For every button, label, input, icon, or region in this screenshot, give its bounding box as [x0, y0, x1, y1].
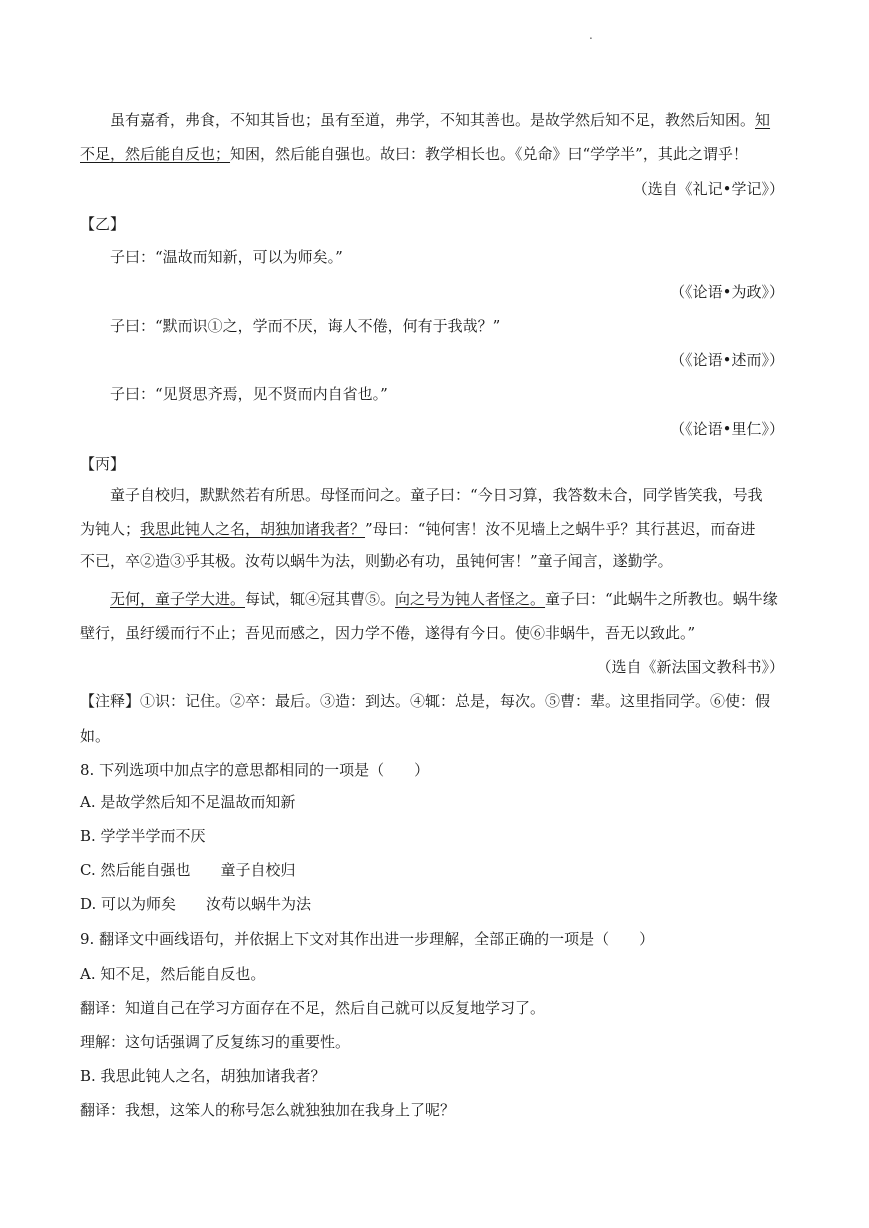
jia-text: 虽有嘉肴，弗食，不知其旨也；虽有至道，弗学，不知其善也。是故学然后知不足，教然后知困。 [110, 111, 756, 129]
bing-source: （选自《新法国文教科书》） [596, 658, 784, 676]
bing-para1-line2 [80, 518, 784, 540]
q9-stem: 9. 翻译文中画线语句，并依据上下文对其作出进一步理解，全部正确的一项是（ ） [80, 930, 655, 948]
yi-quote-1: 子曰：“温故而知新，可以为师矣。” [110, 248, 343, 266]
q9-b-translation: 翻译：我想，这笨人的称号怎么就独独加在我身上了呢？ [80, 1101, 456, 1119]
q9-a-translation: 翻译：知道自己在学习方面存在不足，然后自己就可以反复地学习了。 [80, 999, 546, 1017]
notes-line-2: 如。 [80, 727, 111, 745]
q8-option-a: A. 是故学然后知不足温故而知新 [80, 793, 296, 811]
q8-stem: 8. 下列选项中加点字的意思都相同的一项是（ ） [80, 761, 430, 779]
yi-heading: 【乙】 [80, 215, 126, 233]
yi-quote-3: 子曰：“见贤思齐焉，见不贤而内自省也。” [110, 385, 388, 403]
q9-a-understanding: 理解：这句话强调了反复练习的重要性。 [80, 1033, 351, 1051]
yi-source-1: （《论语•为政》） [670, 283, 784, 301]
bing-heading: 【丙】 [80, 455, 126, 473]
q9-a-sentence: A. 知不足，然后能自反也。 [80, 965, 266, 983]
bing-text: 每试，辄④冠其曹⑤。 [245, 590, 396, 608]
bing-text: 为钝人； [80, 520, 141, 538]
bing-text: ”母曰：“钝何害！汝不见墙上之蜗牛乎？其行甚迟，而奋进 [365, 520, 756, 538]
jia-text: 知困，然后能自强也。故曰：教学相长也。《兑命》曰“学学半”，其此之谓乎！ [230, 145, 748, 163]
notes-line-1: 【注释】①识：记住。②卒：最后。③造：到达。④辄：总是，每次。⑤曹：辈。这里指同学。⑥使：假 [80, 692, 771, 710]
yi-source-3: （《论语•里仁》） [670, 420, 784, 438]
bing-underlined-sentence: 无何，童子学大进。 [110, 590, 246, 608]
bing-para1-line3: 不已，卒②造③乎其极。汝苟以蜗牛为法，则勤必有功，虽钝何害！”童子闻言，遂勤学。 [80, 552, 673, 570]
jia-line-1 [110, 109, 784, 131]
yi-source-2: （《论语•述而》） [670, 351, 784, 369]
q8-option-b: B. 学学半学而不厌 [80, 827, 206, 845]
q9-b-sentence: B. 我思此钝人之名，胡独加诸我者？ [80, 1067, 326, 1085]
page-top-mark: . [589, 28, 593, 42]
bing-underlined-sentence: 我思此钝人之名，胡独加诸我者？ [140, 520, 366, 538]
bing-para2-line1 [110, 588, 784, 610]
bing-para1-line1: 童子自校归，默默然若有所思。母怪而问之。童子曰：“今日习算，我答数未合，同学皆笑我，号我 [110, 486, 763, 504]
q8-option-d: D. 可以为师矣 汝苟以蜗牛为法 [80, 895, 312, 913]
jia-underlined-sentence: 不足，然后能自反也； [80, 145, 231, 163]
bing-para2-line2: 壁行，虽纡缓而行不止；吾见而感之，因力学不倦，遂得有今日。使⑥非蜗牛，吾无以致此。” [80, 624, 696, 642]
bing-text: 童子曰：“此蜗牛之所教也。蜗牛缘 [545, 590, 778, 608]
bing-underlined-sentence: 向之号为钝人者怪之。 [395, 590, 546, 608]
jia-line-2 [80, 143, 784, 165]
yi-quote-2: 子曰：“默而识①之，学而不厌，诲人不倦，何有于我哉？” [110, 317, 501, 335]
q8-option-c: C. 然后能自强也 童子自校归 [80, 861, 296, 879]
jia-source: （选自《礼记•学记》） [632, 180, 784, 198]
jia-underlined-sentence: 知 [755, 111, 771, 129]
